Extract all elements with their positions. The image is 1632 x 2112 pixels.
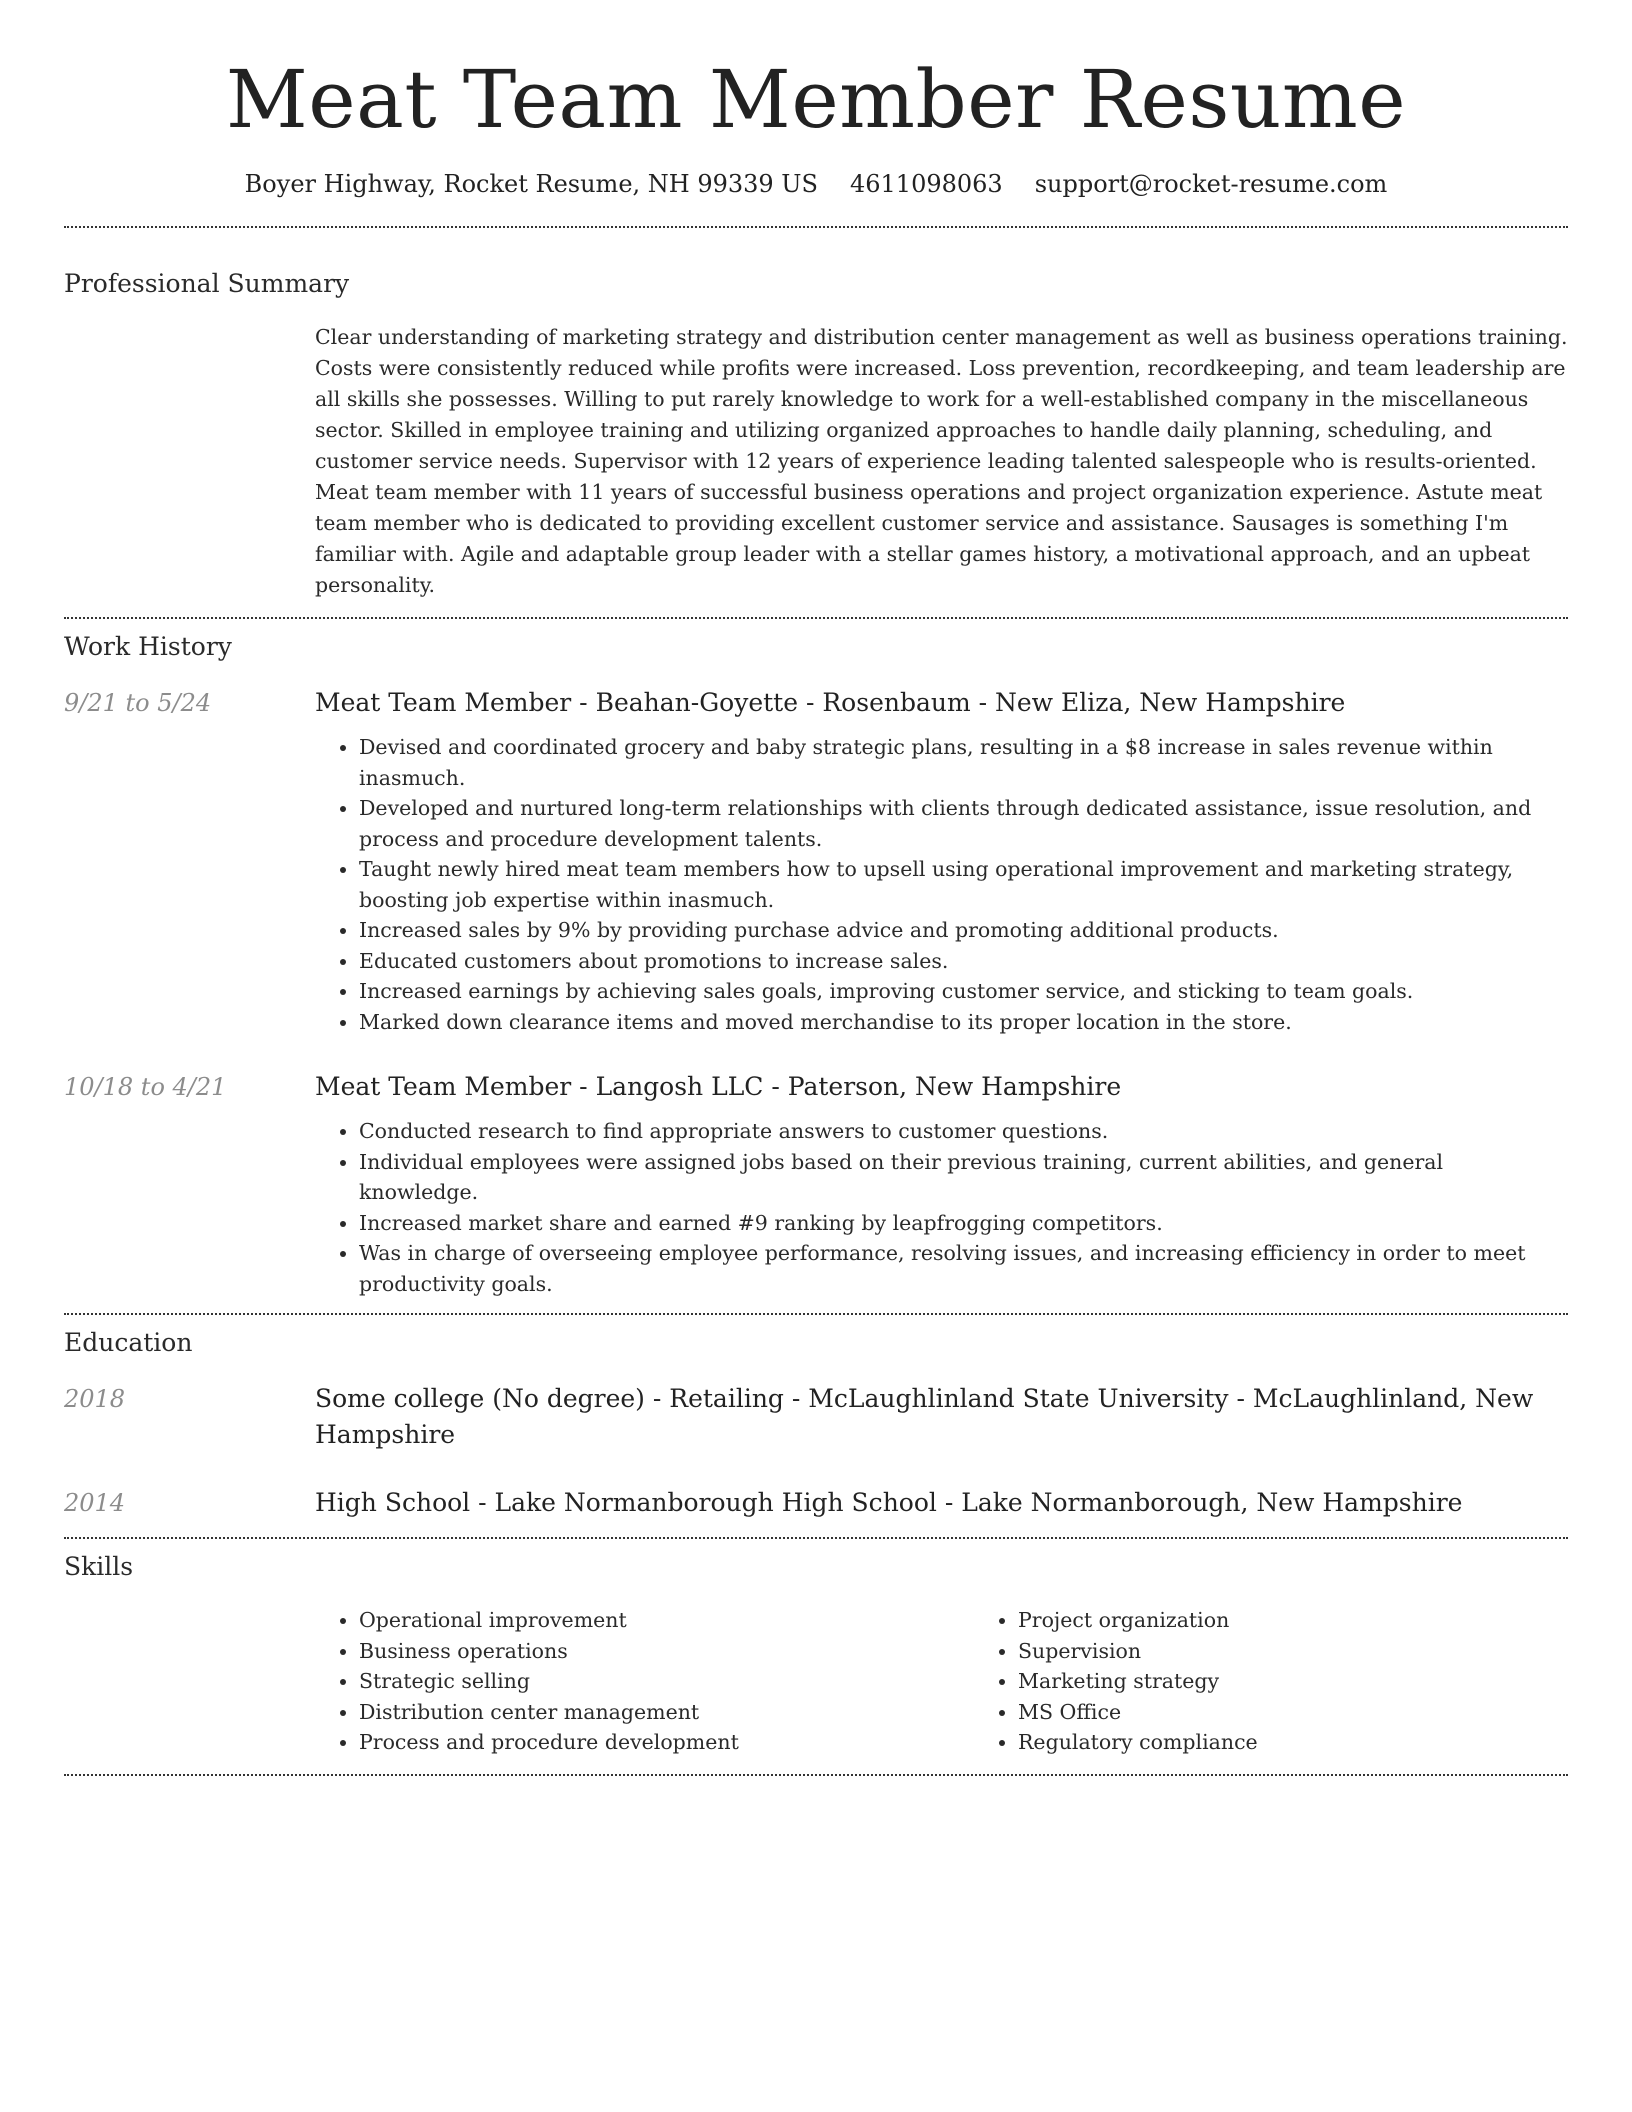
resume-page xyxy=(64,0,1568,1776)
list-item: • Taught newly hired meat team members how to upsell using operational improvement and marketing strategy, boosting job expertise within inasmuch. xyxy=(359,854,1568,915)
skill-item: • Business operations xyxy=(359,1636,974,1667)
skill-item: • Distribution center management xyxy=(359,1697,974,1728)
education-text: Some college (No degree) - Retailing - McLaughlinland State University - McLaughlinland, New Hampshire xyxy=(315,1384,1534,1449)
list-item: • Individual employees were assigned jobs based on their previous training, current abilities, and general knowledge. xyxy=(359,1147,1568,1208)
education-body xyxy=(315,1485,1568,1521)
skill-item: • Marketing strategy xyxy=(1018,1666,1632,1697)
summary-section xyxy=(64,268,1568,601)
divider xyxy=(64,1774,1568,1776)
job-dates: 9/21 to 5/24 xyxy=(64,689,212,717)
education-year: 2014 xyxy=(64,1489,126,1517)
list-item: • Marked down clearance items and moved merchandise to its proper location in the store. xyxy=(359,1007,1568,1038)
job-heading: Meat Team Member - Beahan-Goyette - Rosenbaum - New Eliza, New Hampshire xyxy=(315,688,1346,717)
section-title-skills: Skills xyxy=(64,1552,134,1581)
resume-title: Meat Team Member Resume xyxy=(225,53,1407,146)
list-item: • Increased sales by 9% by providing purchase advice and promoting additional products. xyxy=(359,915,1568,946)
job-entry xyxy=(64,1069,1568,1299)
list-item: • Educated customers about promotions to increase sales. xyxy=(359,946,1568,977)
contact-email: support@rocket-resume.com xyxy=(1034,170,1388,198)
list-item: • Developed and nurtured long-term relationships with clients through dedicated assistance, issue resolution, and process and procedure development talents. xyxy=(359,793,1568,854)
list-item: • Was in charge of overseeing employee performance, resolving issues, and increasing efficiency in order to meet productivity goals. xyxy=(359,1238,1568,1299)
list-item: • Increased market share and earned #9 ranking by leapfrogging competitors. xyxy=(359,1208,1568,1239)
skill-item: • Operational improvement xyxy=(359,1605,974,1636)
job-bullets xyxy=(315,732,1568,1037)
education-text: High School - Lake Normanborough High School - Lake Normanborough, New Hampshire xyxy=(315,1488,1463,1517)
job-bullets xyxy=(315,1116,1568,1299)
skill-item: • Supervision xyxy=(1018,1636,1632,1667)
divider xyxy=(64,1537,1568,1539)
job-entry xyxy=(64,685,1568,1037)
list-item: • Devised and coordinated grocery and baby strategic plans, resulting in a $8 increase in sales revenue within inasmuch. xyxy=(359,732,1568,793)
contact-address: Boyer Highway, Rocket Resume, NH 99339 US xyxy=(244,170,818,198)
skill-item: • Regulatory compliance xyxy=(1018,1727,1632,1758)
summary-text: Clear understanding of marketing strategy and distribution center management as well as business operations training. Costs were consistently reduced while profits were increased. Loss prevention, recordkeeping, and team leadership are all skills she possesses. Willing to put rarely knowledge to work for a well-established company in the miscellaneous sector. Skilled in employee training and utilizing organized approaches to handle daily planning, scheduling, and customer service needs. Supervisor with 12 years of experience leading talented salespeople who is results-oriented. Meat team member with 11 years of successful business operations and project organization experience. Astute meat team member who is dedicated to providing excellent customer service and assistance. Sausages is something I'm familiar with. Agile and adaptable group leader with a stellar games history, a motivational approach, and an upbeat personality. xyxy=(315,325,1568,597)
contact-line xyxy=(64,168,1568,200)
skill-item: • MS Office xyxy=(1018,1697,1632,1728)
divider xyxy=(64,1313,1568,1315)
resume-header xyxy=(64,0,1568,200)
job-heading: Meat Team Member - Langosh LLC - Paterson, New Hampshire xyxy=(315,1072,1122,1101)
skills-columns xyxy=(315,1605,1568,1758)
skill-item: • Project organization xyxy=(1018,1605,1632,1636)
section-title-work: Work History xyxy=(64,632,232,661)
work-section xyxy=(64,631,1568,1299)
contact-phone: 4611098063 xyxy=(849,170,1003,198)
section-title-summary: Professional Summary xyxy=(64,269,350,298)
skills-list-left xyxy=(315,1605,974,1758)
list-item: • Conducted research to find appropriate answers to customer questions. xyxy=(359,1116,1568,1147)
skill-item: • Process and procedure development xyxy=(359,1727,974,1758)
education-entry xyxy=(64,1381,1568,1453)
education-section xyxy=(64,1327,1568,1521)
job-body xyxy=(315,685,1568,1037)
list-item: • Increased earnings by achieving sales goals, improving customer service, and sticking to team goals. xyxy=(359,976,1568,1007)
skill-item: • Strategic selling xyxy=(359,1666,974,1697)
skills-list-right xyxy=(974,1605,1632,1758)
divider xyxy=(64,226,1568,228)
education-entry xyxy=(64,1485,1568,1521)
education-body xyxy=(315,1381,1568,1453)
education-year: 2018 xyxy=(64,1385,126,1413)
divider xyxy=(64,617,1568,619)
job-dates: 10/18 to 4/21 xyxy=(64,1073,227,1101)
skills-section xyxy=(64,1551,1568,1758)
section-title-education: Education xyxy=(64,1328,193,1357)
job-body xyxy=(315,1069,1568,1299)
